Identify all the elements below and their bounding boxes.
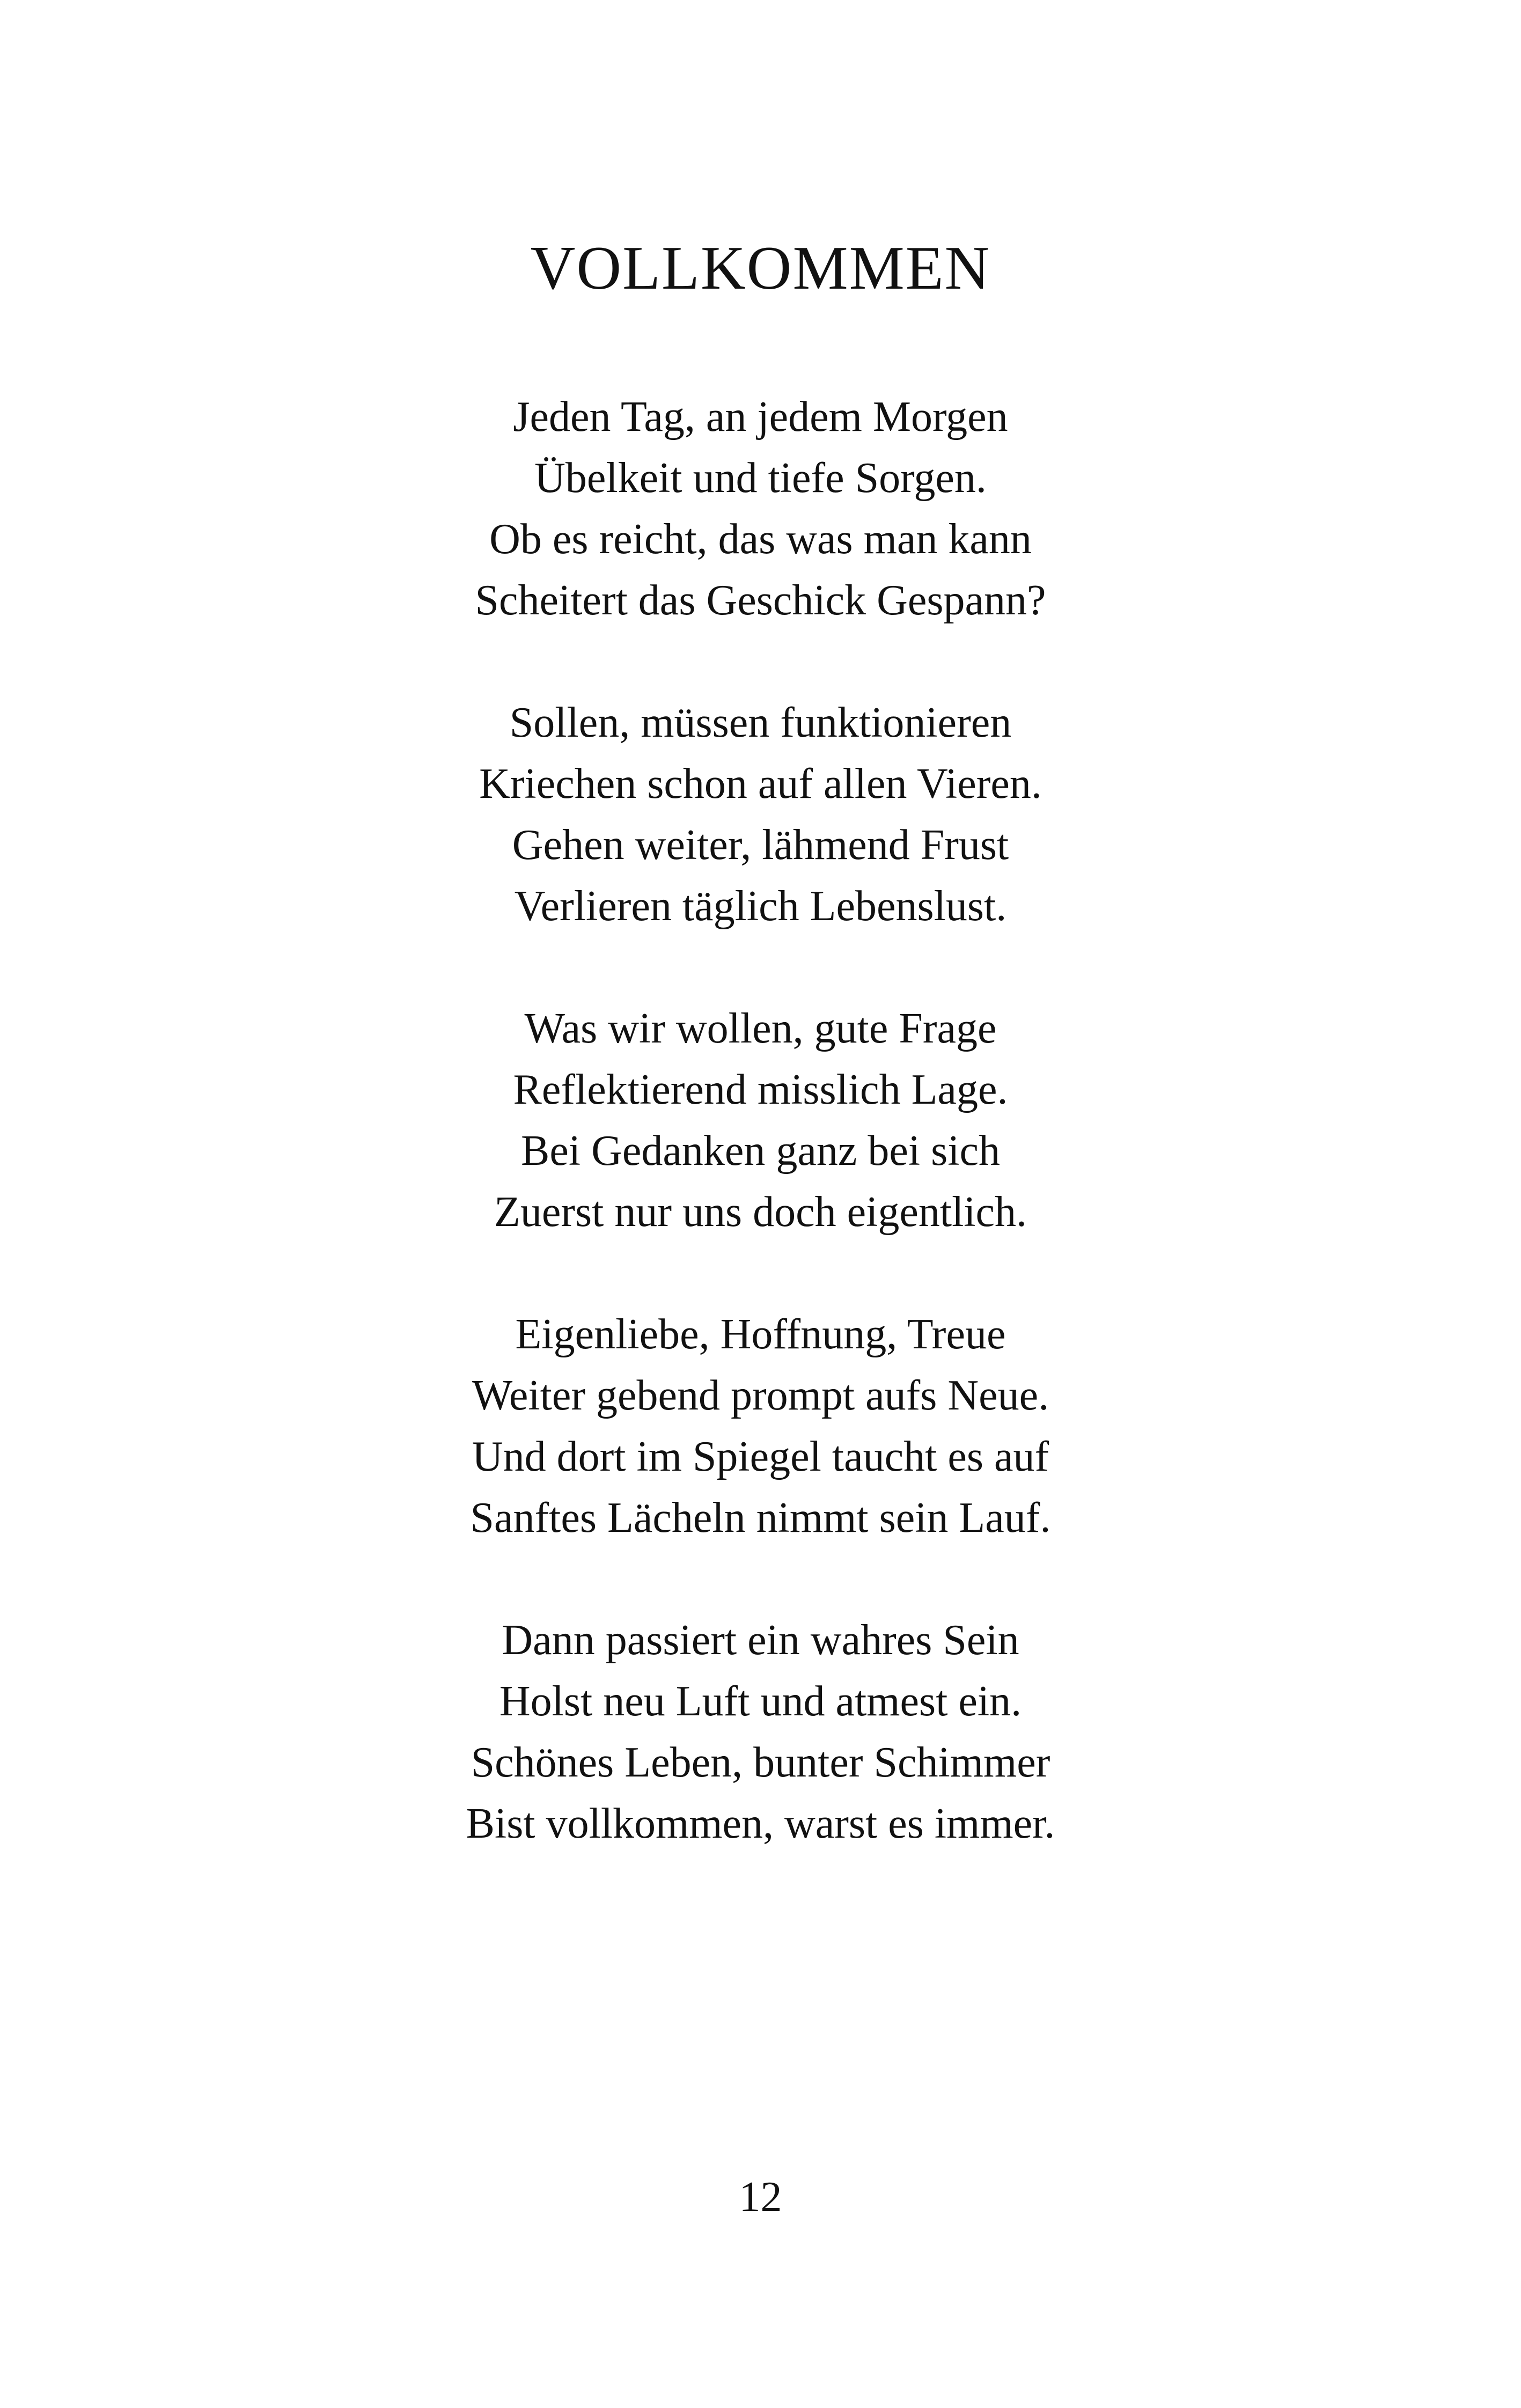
poem-line: Zuerst nur uns doch eigentlich. bbox=[494, 1188, 1027, 1236]
poem-line: Dann passiert ein wahres Sein bbox=[502, 1617, 1019, 1664]
poem-title: VOLLKOMMEN bbox=[530, 234, 991, 303]
stanza-3 bbox=[0, 998, 1521, 1243]
poem-line: Scheitert das Geschick Gespann? bbox=[475, 577, 1046, 624]
poem-line: Gehen weiter, lähmend Frust bbox=[512, 821, 1009, 869]
poem-line: Kriechen schon auf allen Vieren. bbox=[479, 760, 1042, 807]
poem-line: Sanftes Lächeln nimmt sein Lauf. bbox=[470, 1494, 1051, 1541]
stanza-1 bbox=[0, 386, 1521, 631]
poem-line: Sollen, müssen funktionieren bbox=[509, 699, 1012, 746]
stanza-4 bbox=[0, 1304, 1521, 1548]
poem-line: Verlieren täglich Lebenslust. bbox=[514, 883, 1007, 930]
poem-line: Reflektierend misslich Lage. bbox=[513, 1066, 1008, 1113]
poem-line: Eigenliebe, Hoffnung, Treue bbox=[515, 1311, 1006, 1358]
poem-line: Schönes Leben, bunter Schimmer bbox=[471, 1739, 1050, 1786]
poem-line: Übelkeit und tiefe Sorgen. bbox=[534, 454, 987, 502]
poem-line: Bist vollkommen, warst es immer. bbox=[466, 1800, 1055, 1847]
poem-line: Und dort im Spiegel taucht es auf bbox=[472, 1433, 1049, 1480]
poem-line: Holst neu Luft und atmest ein. bbox=[499, 1678, 1022, 1725]
poem-body bbox=[0, 386, 1521, 1915]
page-number: 12 bbox=[739, 2174, 782, 2221]
poem-line: Bei Gedanken ganz bei sich bbox=[520, 1127, 1000, 1174]
stanza-5 bbox=[0, 1610, 1521, 1854]
poem-line: Ob es reicht, das was man kann bbox=[489, 516, 1032, 563]
poem-line: Weiter gebend prompt aufs Neue. bbox=[472, 1372, 1049, 1419]
poem-line: Was wir wollen, gute Frage bbox=[524, 1005, 997, 1052]
stanza-2 bbox=[0, 692, 1521, 937]
poem-line: Jeden Tag, an jedem Morgen bbox=[513, 393, 1008, 441]
